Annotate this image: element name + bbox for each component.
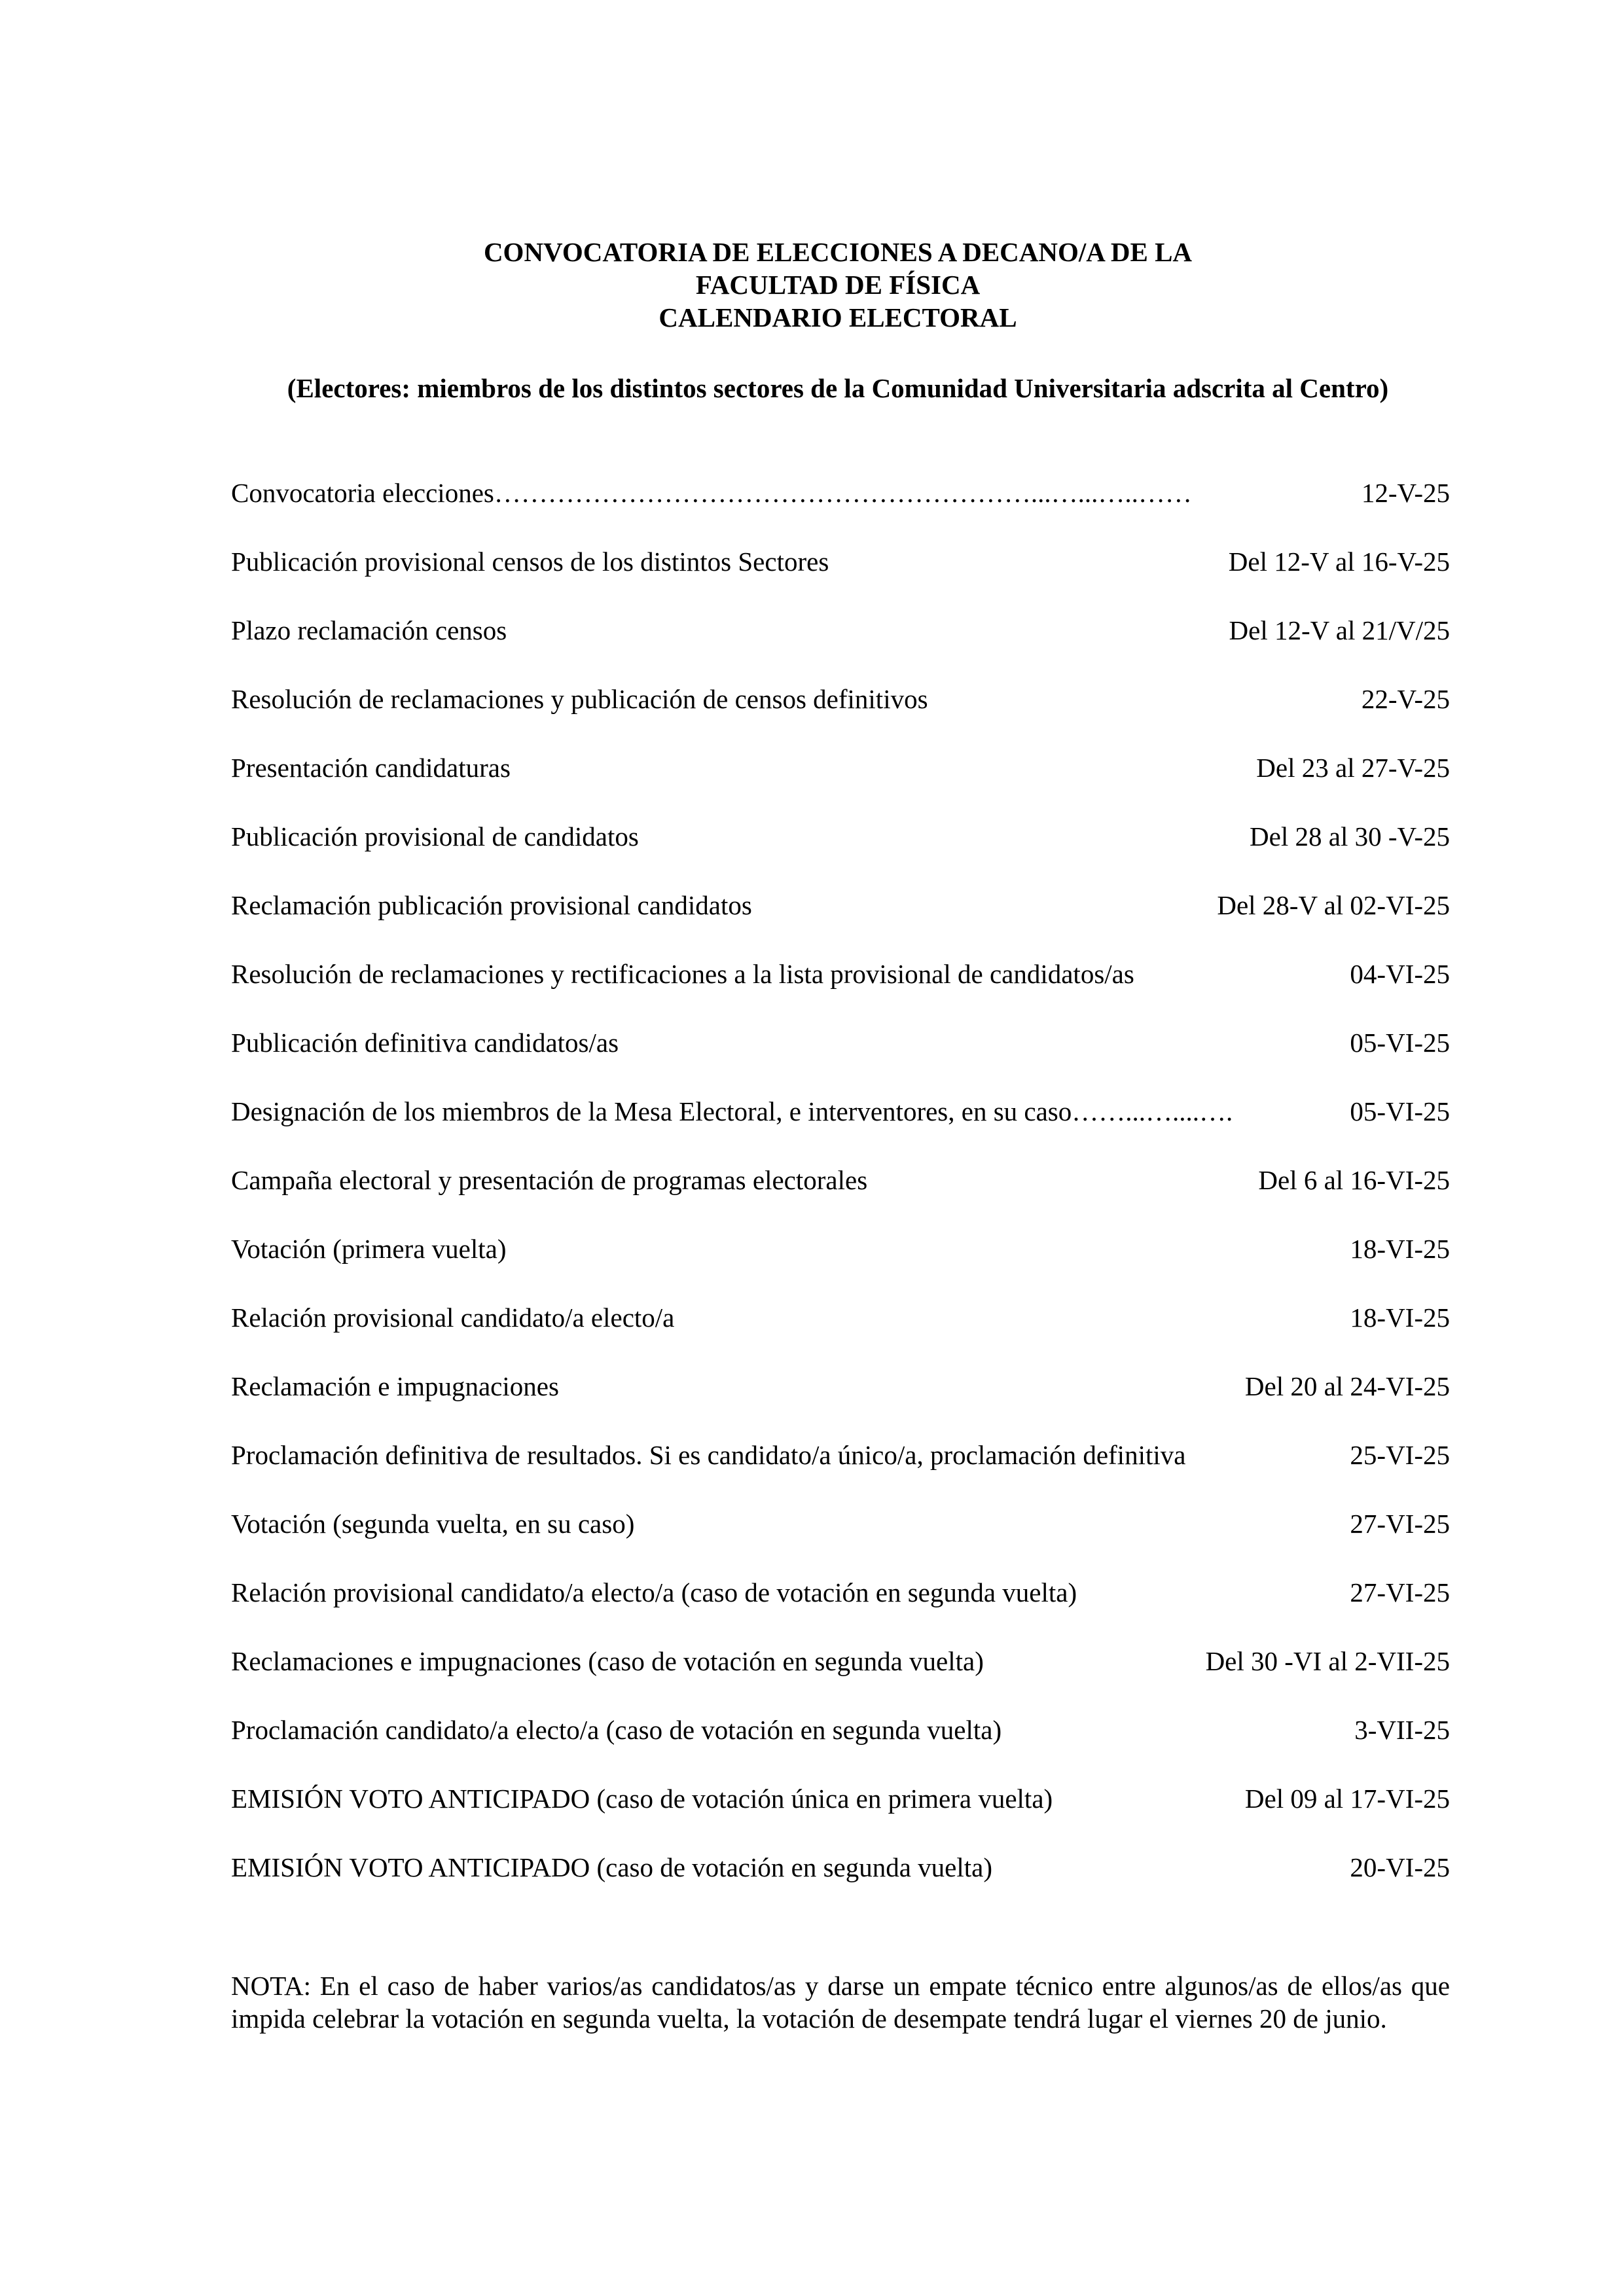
electoral-calendar [231, 476, 1450, 1920]
document-title [229, 236, 1447, 334]
calendar-item-label: Relación provisional candidato/a electo/a [231, 1302, 675, 1333]
calendar-item-label: Reclamaciones e impugnaciones (caso de votación en segunda vuelta) [231, 1646, 984, 1676]
calendar-row [231, 1301, 1450, 1370]
calendar-item-label: Reclamación e impugnaciones [231, 1371, 559, 1401]
calendar-row [231, 614, 1450, 683]
calendar-item-date: 12-V-25 [1361, 478, 1450, 508]
calendar-item-label: Votación (primera vuelta) [231, 1234, 507, 1264]
calendar-item-label: EMISIÓN VOTO ANTICIPADO (caso de votación en segunda vuelta) [231, 1852, 992, 1882]
calendar-item-date: 18-VI-25 [1350, 1302, 1450, 1333]
calendar-item-date: 05-VI-25 [1350, 1028, 1450, 1058]
calendar-row [231, 683, 1450, 751]
calendar-row [231, 958, 1450, 1026]
calendar-row [231, 1851, 1450, 1920]
calendar-row [231, 820, 1450, 889]
calendar-item-label: Proclamación definitiva de resultados. Si es candidato/a único/a, proclamación definitiva [231, 1440, 1186, 1470]
calendar-row [231, 1782, 1450, 1851]
calendar-item-date: Del 6 al 16-VI-25 [1258, 1165, 1450, 1195]
calendar-item-date: Del 23 al 27-V-25 [1256, 753, 1450, 783]
calendar-item-date: 04-VI-25 [1350, 959, 1450, 989]
calendar-item-date: 05-VI-25 [1350, 1096, 1450, 1126]
calendar-item-label: Campaña electoral y presentación de programas electorales [231, 1165, 868, 1195]
calendar-row [231, 1370, 1450, 1439]
calendar-row [231, 1713, 1450, 1782]
calendar-row [231, 889, 1450, 958]
calendar-item-label: Convocatoria elecciones [231, 478, 494, 508]
calendar-item-label: EMISIÓN VOTO ANTICIPADO (caso de votación única en primera vuelta) [231, 1784, 1053, 1814]
calendar-item-date: 27-VI-25 [1350, 1577, 1450, 1607]
calendar-row [231, 1439, 1450, 1507]
calendar-row [231, 1232, 1450, 1301]
calendar-item-label: Votación (segunda vuelta, en su caso) [231, 1509, 635, 1539]
calendar-item-date: Del 28-V al 02-VI-25 [1217, 890, 1450, 920]
calendar-item-date: Del 12-V al 21/V/25 [1229, 615, 1450, 645]
calendar-row [231, 1095, 1450, 1164]
calendar-item-label: Reclamación publicación provisional candidatos [231, 890, 752, 920]
calendar-item-date: 22-V-25 [1361, 684, 1450, 714]
calendar-item-label: Presentación candidaturas [231, 753, 511, 783]
dot-leader: ……...…....…. [1072, 1096, 1233, 1126]
calendar-item-label: Plazo reclamación censos [231, 615, 507, 645]
calendar-row [231, 1026, 1450, 1095]
calendar-item-date: 18-VI-25 [1350, 1234, 1450, 1264]
calendar-item-label: Relación provisional candidato/a electo/a (caso de votación en segunda vuelta) [231, 1577, 1077, 1607]
calendar-row [231, 1576, 1450, 1645]
calendar-item-date: 25-VI-25 [1350, 1440, 1450, 1470]
calendar-row [231, 476, 1450, 545]
calendar-item-label: Publicación provisional censos de los distintos Sectores [231, 547, 829, 577]
footnote: NOTA: En el caso de haber varios/as candidatos/as y darse un empate técnico entre algunos/as de ellos/as que impida celebrar la votación en segunda vuelta, la votación de desempate tendrá lugar el viernes 20 de junio. [231, 1971, 1450, 2034]
calendar-row [231, 751, 1450, 820]
calendar-row [231, 1645, 1450, 1713]
calendar-item-label: Resolución de reclamaciones y rectificaciones a la lista provisional de candidatos/as [231, 959, 1134, 989]
dot-leader: ……………………………………………………...…...…..…… [494, 478, 1192, 508]
calendar-item-date: Del 12-V al 16-V-25 [1228, 547, 1450, 577]
calendar-item-date: 20-VI-25 [1350, 1852, 1450, 1882]
calendar-item-date: 27-VI-25 [1350, 1509, 1450, 1539]
calendar-item-date: Del 20 al 24-VI-25 [1244, 1371, 1450, 1401]
calendar-item-label: Resolución de reclamaciones y publicación de censos definitivos [231, 684, 928, 714]
electors-note: (Electores: miembros de los distintos sectores de la Comunidad Universitaria adscrita al Centro) [287, 373, 1389, 403]
title-line: FACULTAD DE FÍSICA [695, 270, 981, 300]
calendar-item-date: Del 28 al 30 -V-25 [1250, 821, 1450, 852]
calendar-row [231, 1164, 1450, 1232]
calendar-item-label: Designación de los miembros de la Mesa Electoral, e interventores, en su caso [231, 1096, 1072, 1126]
calendar-item-label: Proclamación candidato/a electo/a (caso de votación en segunda vuelta) [231, 1715, 1002, 1745]
calendar-item-date: 3-VII-25 [1354, 1715, 1450, 1745]
calendar-row [231, 545, 1450, 614]
calendar-item-date: Del 09 al 17-VI-25 [1244, 1784, 1450, 1814]
calendar-row [231, 1507, 1450, 1576]
calendar-item-date: Del 30 -VI al 2-VII-25 [1205, 1646, 1450, 1676]
calendar-item-label: Publicación provisional de candidatos [231, 821, 639, 852]
calendar-item-label: Publicación definitiva candidatos/as [231, 1028, 619, 1058]
title-line: CONVOCATORIA DE ELECCIONES A DECANO/A DE LA [483, 237, 1193, 267]
title-line: CALENDARIO ELECTORAL [659, 302, 1017, 332]
